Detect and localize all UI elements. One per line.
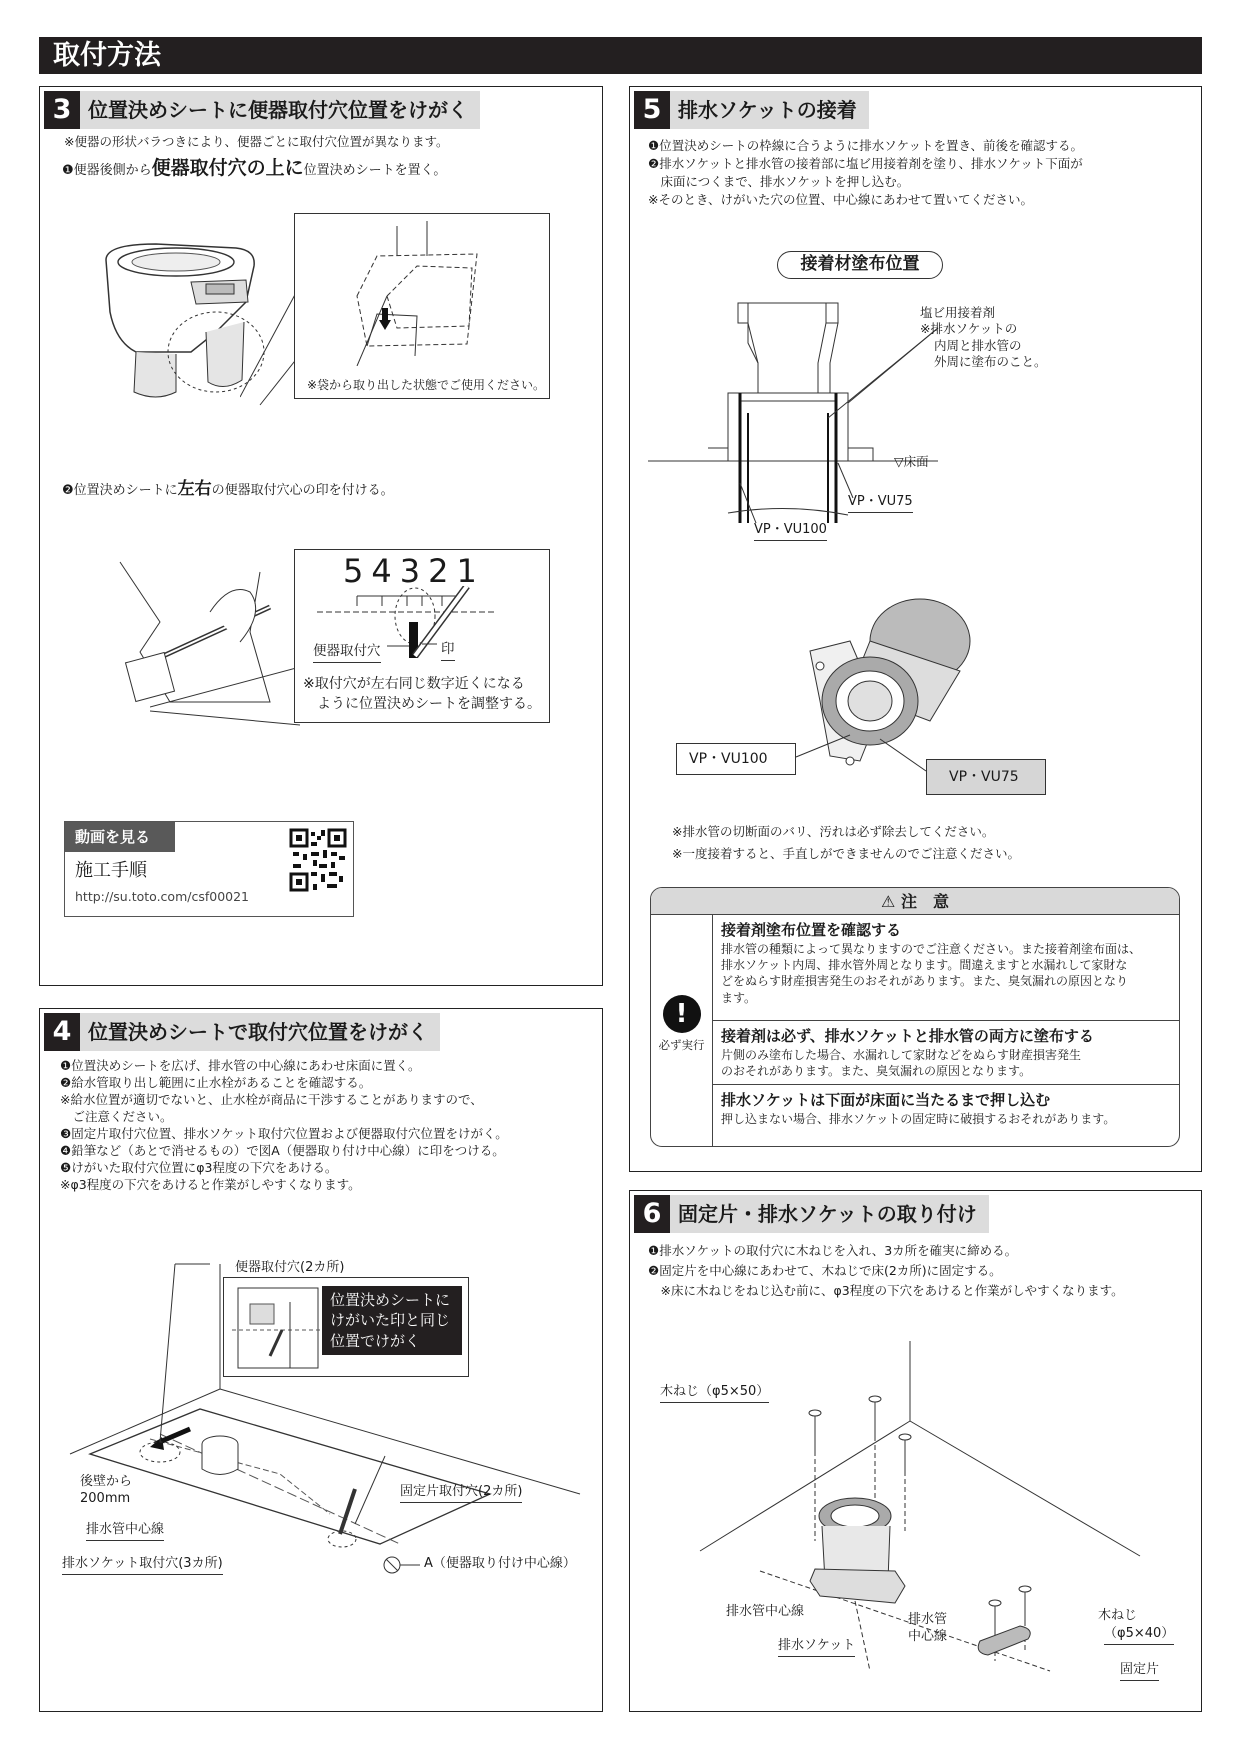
section-4-header <box>44 1013 440 1051</box>
s3-zoom-box-1 <box>294 213 550 399</box>
adhesive-line-1: 塩ビ用接着剤 <box>920 305 996 320</box>
s5-note-2: ※一度接着すると、手直しができませんのでご注意ください。 <box>672 846 1020 861</box>
label-vp75: VP・VU75 <box>848 493 913 513</box>
video-url[interactable]: http://su.toto.com/csf00021 <box>75 889 250 904</box>
s4-line-8: ※φ3程度の下穴をあけると作業がしやすくなります。 <box>60 1177 361 1192</box>
video-tag: 動画を見る <box>65 822 175 852</box>
caution-row-1-body: 排水管の種類によって異なりますのでご注意ください。また接着剤塗布面は、 排水ソケット内周、排水管外周となります。間違えますと水漏れして家財な どをぬらす財産損害発生のおそれがあります。また、臭気漏れの原因となり ます。 <box>721 942 1142 1005</box>
s3-zoom-box-2 <box>294 549 550 723</box>
s3-note: ※便器の形状バラつきにより、便器ごとに取付穴位置が異なります。 <box>64 134 449 149</box>
section-5-panel <box>629 86 1202 1172</box>
s4-line-1: ❶位置決めシートを広げ、排水管の中心線にあわせ床面に置く。 <box>60 1058 421 1073</box>
caution-row-3 <box>713 1085 1179 1147</box>
section-5-number: 5 <box>634 91 670 129</box>
s3-step2-post: の便器取付穴心の印を付ける。 <box>211 483 394 498</box>
s5-line-3: 床面につくまで、排水ソケットを押し込む。 <box>648 174 910 190</box>
s4-callout-box <box>223 1277 469 1377</box>
sheet-placement-detail <box>297 216 547 366</box>
s6-instructions <box>648 1241 1124 1301</box>
s4-instructions <box>60 1057 508 1193</box>
s5-instructions <box>648 137 1083 210</box>
caution-row-1 <box>713 915 1179 1021</box>
s5-line-4: ※そのとき、けがいた穴の位置、中心線にあわせて置いてください。 <box>648 192 1033 208</box>
s5-line-1: ❶位置決めシートの枠線に合うように排水ソケットを置き、前後を確認する。 <box>648 138 1083 153</box>
section-3-panel <box>39 86 603 986</box>
video-link-card[interactable] <box>64 821 354 917</box>
section-3-title: 位置決めシートに便器取付穴位置をけがく <box>80 91 480 129</box>
section-3-number: 3 <box>44 91 80 129</box>
label-vp75-box: VP・VU75 <box>926 759 1046 795</box>
caution-row-1-title: 接着剤塗布位置を確認する <box>721 921 902 939</box>
mandatory-icon: ! <box>663 995 701 1033</box>
label-socket-6: 排水ソケット <box>778 1637 855 1657</box>
zoom-connector-line <box>240 287 300 407</box>
caution-row-3-title: 排水ソケットは下面が床面に当たるまで押し込む <box>721 1091 1051 1109</box>
s3-step2 <box>62 477 394 502</box>
label-screw-40b: （φ5×40） <box>1104 1625 1174 1645</box>
video-title: 施工手順 <box>75 860 147 881</box>
s3-step1 <box>62 155 446 183</box>
caution-box <box>650 887 1180 1147</box>
s6-line-2: ❷固定片を中心線にあわせて、木ねじで床(2カ所)に固定する。 <box>648 1263 1002 1278</box>
s3-fig1-caption: ※袋から取り出した状態でご使用ください。 <box>306 377 545 392</box>
s4-line-2: ❷給水管取り出し範囲に止水栓があることを確認する。 <box>60 1075 372 1090</box>
s6-line-3: ※床に木ねじをねじ込む前に、φ3程度の下穴をあけると作業がしやすくなります。 <box>648 1283 1124 1298</box>
caution-side <box>651 915 713 1146</box>
s4-line-3: ※給水位置が適切でないと、止水栓が商品に干渉することがありますので、 <box>60 1092 483 1107</box>
callout-line-3: 位置でけがく <box>330 1331 421 1350</box>
section-6-title: 固定片・排水ソケットの取り付け <box>670 1195 989 1233</box>
callout-text <box>322 1286 462 1355</box>
s3-step1-pre: ❶便器後側から <box>62 163 152 178</box>
section-4-title: 位置決めシートで取付穴位置をけがく <box>80 1013 440 1051</box>
s3-fig2-note1: ※取付穴が左右同じ数字近くになる <box>303 676 525 692</box>
s5-note-1: ※排水管の切断面のバリ、汚れは必ず除去してください。 <box>672 824 995 839</box>
caution-row-2-body: 片側のみ塗布した場合、水漏れして家財などをぬらす財産損害発生 のおそれがあります。また、臭気漏れの原因となります。 <box>721 1048 1082 1079</box>
section-4-panel <box>39 1008 603 1712</box>
section-5-title: 排水ソケットの接着 <box>670 91 869 129</box>
s3-step2-pre: ❷位置決めシートに <box>62 483 178 498</box>
section-3-header <box>44 91 480 129</box>
label-wall-distance-1: 後壁から <box>80 1474 133 1489</box>
s4-line-5: ❸固定片取付穴位置、排水ソケット取付穴位置および便器取付穴位置をけがく。 <box>60 1126 508 1141</box>
label-toilet-holes: 便器取付穴(2カ所) <box>235 1259 344 1279</box>
label-fixing-plate: 固定片 <box>1120 1661 1159 1681</box>
s4-line-6: ❹鉛筆など（あとで消せるもの）で図A（便器取り付け中心線）に印をつける。 <box>60 1143 505 1158</box>
callout-line-2: けがいた印と同じ <box>330 1311 451 1330</box>
label-vp100-box: VP・VU100 <box>676 743 796 775</box>
zoom-connector-line-2 <box>150 667 300 727</box>
section-6-number: 6 <box>634 1195 670 1233</box>
caution-row-2-title: 接着剤は必ず、排水ソケットと排水管の両方に塗布する <box>721 1027 1094 1045</box>
callout-detail <box>230 1282 326 1372</box>
qr-code-icon[interactable] <box>289 828 347 892</box>
s4-line-7: ❺けがいた取付穴位置にφ3程度の下穴をあける。 <box>60 1160 338 1175</box>
label-center-2b: 中心線 <box>908 1629 948 1644</box>
adhesive-line-4: 外周に塗布のこと。 <box>934 353 1047 369</box>
adhesive-line-3: 内周と排水管の <box>934 337 1022 353</box>
a-marker-icon <box>382 1555 422 1575</box>
callout-line-1: 位置決めシートに <box>330 1291 451 1309</box>
s5-line-2: ❷排水ソケットと排水管の接着部に塩ビ用接着剤を塗り、排水ソケット下面が <box>648 156 1083 172</box>
adhesive-label <box>920 305 1047 370</box>
scale-digits: 54321 <box>343 552 485 590</box>
caution-header: ⚠ 注 意 <box>651 888 1179 915</box>
page-title: 取付方法 <box>39 37 1202 74</box>
socket-leader-lines <box>790 715 990 775</box>
label-socket-holes: 排水ソケット取付穴(3カ所) <box>62 1555 223 1575</box>
caution-row-2 <box>713 1021 1179 1085</box>
s3-step1-post: 位置決めシートを置く。 <box>303 163 447 178</box>
s6-line-1: ❶排水ソケットの取付穴に木ねじを入れ、3カ所を確実に締める。 <box>648 1243 1018 1258</box>
label-screw-40a: 木ねじ <box>1098 1608 1138 1623</box>
label-wall-distance-2: 200mm <box>80 1491 131 1506</box>
adhesive-line-2: ※排水ソケットの <box>920 321 1018 337</box>
section-4-number: 4 <box>44 1013 80 1051</box>
label-drain-center-6: 排水管中心線 <box>726 1604 805 1619</box>
floor-label: ▽床面 <box>894 454 929 469</box>
label-vp100: VP・VU100 <box>754 521 827 541</box>
label-drain-center: 排水管中心線 <box>86 1521 164 1541</box>
section-6-panel <box>629 1190 1202 1712</box>
s3-fig2-note2: ように位置決めシートを調整する。 <box>317 696 541 712</box>
label-a-centerline: A（便器取り付け中心線） <box>424 1556 576 1571</box>
s3-step2-em: 左右 <box>177 479 212 499</box>
section-5-header <box>634 91 869 129</box>
label-fix-holes: 固定片取付穴(2カ所) <box>400 1483 522 1503</box>
section-6-header <box>634 1195 989 1233</box>
label-toilet-hole: 便器取付穴 <box>313 642 381 663</box>
glue-position-pill: 接着材塗布位置 <box>777 251 943 279</box>
label-center-2a: 排水管 <box>908 1612 948 1627</box>
label-mark: 印 <box>441 640 455 661</box>
s3-step1-em: 便器取付穴の上に <box>151 157 304 179</box>
caution-row-3-body: 押し込まない場合、排水ソケットの固定時に破損するおそれがあります。 <box>721 1112 1116 1126</box>
s4-line-4: ご注意ください。 <box>60 1109 173 1124</box>
label-screw-50: 木ねじ（φ5×50） <box>660 1383 769 1403</box>
caution-side-label: 必ず実行 <box>658 1038 705 1052</box>
